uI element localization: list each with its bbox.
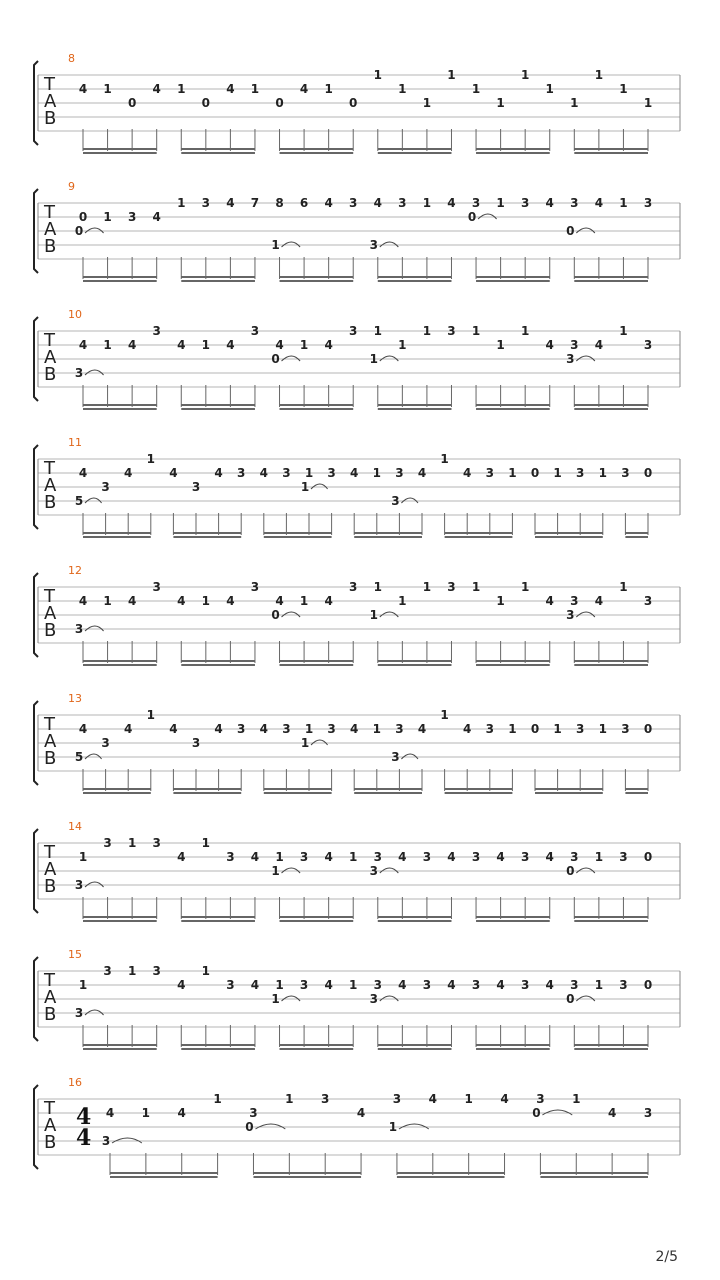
fret-number: 3 (191, 736, 201, 750)
fret-number: 3 (392, 1092, 402, 1106)
fret-number: 3 (536, 1092, 545, 1106)
fret-number: 1 (271, 864, 280, 878)
fret-number: 4 (177, 594, 186, 608)
fret-number: 1 (349, 850, 358, 864)
fret-number: 4 (594, 196, 604, 210)
fret-number: 1 (471, 580, 481, 594)
fret-number: 3 (369, 992, 378, 1006)
measure-number: 12 (68, 564, 82, 577)
fret-number: 1 (304, 466, 314, 480)
fret-number: 3 (103, 836, 112, 850)
fret-number: 4 (545, 978, 554, 992)
fret-number: 4 (447, 850, 456, 864)
tab-clef-letter: A (44, 219, 57, 240)
fret-number: 1 (619, 82, 628, 96)
fret-number: 0 (271, 352, 280, 366)
fret-number: 4 (226, 338, 235, 352)
fret-number: 4 (545, 338, 554, 352)
fret-number: 3 (485, 722, 494, 736)
fret-number: 0 (271, 608, 280, 622)
fret-number: 3 (249, 1106, 258, 1120)
fret-number: 1 (422, 196, 432, 210)
fret-number: 1 (141, 1106, 151, 1120)
fret-number: 4 (177, 1106, 186, 1120)
fret-number: 4 (496, 978, 505, 992)
fret-number: 3 (74, 622, 84, 636)
fret-number: 1 (271, 992, 280, 1006)
fret-number: 4 (250, 978, 260, 992)
fret-number: 4 (350, 466, 359, 480)
fret-number: 1 (398, 594, 407, 608)
fret-number: 3 (327, 722, 336, 736)
fret-number: 4 (152, 210, 161, 224)
fret-number: 4 (607, 1106, 617, 1120)
fret-number: 1 (78, 850, 88, 864)
fret-number: 1 (572, 1092, 581, 1106)
fret-number: 1 (520, 580, 530, 594)
fret-number: 1 (275, 978, 284, 992)
tab-clef-letter: A (44, 347, 57, 368)
fret-number: 4 (78, 594, 88, 608)
fret-number: 4 (169, 466, 178, 480)
fret-number: 1 (496, 96, 505, 110)
tab-clef-letter: T (44, 842, 55, 863)
fret-number: 1 (300, 736, 310, 750)
fret-number: 1 (619, 324, 628, 338)
fret-number: 3 (391, 750, 400, 764)
fret-number: 3 (349, 580, 358, 594)
fret-number: 0 (532, 1106, 541, 1120)
fret-number: 3 (570, 850, 579, 864)
fret-number: 1 (496, 338, 505, 352)
fret-number: 3 (226, 850, 235, 864)
fret-number: 0 (643, 722, 653, 736)
fret-number: 4 (226, 82, 235, 96)
fret-number: 0 (275, 96, 284, 110)
tab-clef-letter: B (44, 1004, 57, 1025)
fret-number: 4 (417, 466, 427, 480)
fret-number: 3 (643, 338, 653, 352)
measure-number: 11 (68, 436, 82, 449)
tab-clef-letter: B (44, 748, 57, 769)
fret-number: 1 (369, 352, 378, 366)
fret-number: 4 (398, 850, 407, 864)
fret-number: 3 (422, 850, 432, 864)
fret-number: 1 (127, 964, 137, 978)
fret-number: 4 (324, 196, 333, 210)
fret-number: 0 (643, 978, 653, 992)
fret-number: 0 (74, 224, 84, 238)
fret-number: 4 (428, 1092, 437, 1106)
fret-number: 1 (213, 1092, 222, 1106)
fret-number: 4 (78, 82, 88, 96)
fret-number: 1 (471, 324, 481, 338)
fret-number: 3 (282, 722, 291, 736)
measure-number: 16 (68, 1076, 82, 1089)
fret-number: 4 (350, 722, 359, 736)
fret-number: 3 (471, 850, 481, 864)
fret-number: 4 (226, 196, 235, 210)
fret-number: 4 (275, 594, 284, 608)
system-bracket (34, 1085, 38, 1169)
fret-number: 4 (594, 338, 604, 352)
fret-number: 0 (78, 210, 88, 224)
system-bracket (34, 61, 38, 145)
measure-number: 14 (68, 820, 82, 833)
page-number: 2/5 (655, 1249, 678, 1265)
fret-number: 1 (372, 722, 381, 736)
fret-number: 4 (259, 722, 268, 736)
fret-number: 1 (372, 466, 381, 480)
fret-number: 4 (373, 196, 382, 210)
fret-number: 1 (324, 82, 333, 96)
fret-number: 3 (520, 978, 530, 992)
fret-number: 3 (398, 196, 407, 210)
tab-clef-letter: A (44, 603, 57, 624)
fret-number: 1 (520, 324, 530, 338)
fret-number: 4 (124, 466, 133, 480)
fret-number: 1 (508, 722, 517, 736)
fret-number: 3 (643, 1106, 653, 1120)
fret-number: 1 (103, 594, 112, 608)
system-bracket (34, 445, 38, 529)
fret-number: 0 (467, 210, 477, 224)
fret-number: 3 (369, 864, 378, 878)
fret-number: 1 (496, 594, 505, 608)
fret-number: 3 (643, 594, 653, 608)
fret-number: 0 (245, 1120, 254, 1134)
fret-number: 1 (146, 452, 155, 466)
fret-number: 1 (146, 708, 155, 722)
fret-number: 4 (127, 338, 137, 352)
fret-number: 5 (74, 494, 84, 508)
fret-number: 3 (299, 978, 309, 992)
fret-number: 3 (447, 324, 456, 338)
fret-number: 3 (576, 466, 585, 480)
fret-number: 4 (169, 722, 178, 736)
fret-number: 0 (127, 96, 137, 110)
fret-number: 3 (74, 366, 84, 380)
fret-number: 4 (177, 850, 186, 864)
fret-number: 1 (373, 580, 382, 594)
fret-number: 3 (349, 324, 358, 338)
fret-number: 4 (594, 594, 604, 608)
measure-number: 10 (68, 308, 82, 321)
fret-number: 3 (391, 494, 400, 508)
tab-clef-letter: B (44, 108, 57, 129)
fret-number: 3 (237, 722, 246, 736)
fret-number: 1 (304, 722, 314, 736)
fret-number: 1 (275, 850, 284, 864)
fret-number: 4 (124, 722, 133, 736)
fret-number: 1 (545, 82, 554, 96)
system-bracket (34, 189, 38, 273)
tab-clef-letter: B (44, 236, 57, 257)
system-bracket (34, 573, 38, 657)
fret-number: 6 (299, 196, 309, 210)
tab-clef-letter: A (44, 475, 57, 496)
fret-number: 1 (594, 978, 604, 992)
fret-number: 3 (152, 324, 161, 338)
fret-number: 4 (463, 466, 472, 480)
fret-number: 3 (74, 1006, 84, 1020)
tab-clef-letter: T (44, 202, 55, 223)
fret-number: 1 (447, 68, 456, 82)
fret-number: 1 (177, 196, 186, 210)
fret-number: 1 (598, 466, 607, 480)
fret-number: 3 (152, 836, 161, 850)
fret-number: 1 (619, 580, 628, 594)
fret-number: 4 (275, 338, 284, 352)
fret-number: 3 (299, 850, 309, 864)
fret-number: 1 (598, 722, 607, 736)
fret-number: 1 (271, 238, 280, 252)
fret-number: 3 (101, 480, 110, 494)
fret-number: 3 (74, 878, 84, 892)
fret-number: 1 (643, 96, 653, 110)
fret-number: 4 (299, 82, 309, 96)
fret-number: 3 (373, 978, 382, 992)
fret-number: 5 (74, 750, 84, 764)
fret-number: 4 (324, 338, 333, 352)
fret-number: 4 (259, 466, 268, 480)
fret-number: 4 (324, 978, 333, 992)
tab-clef-letter: T (44, 586, 55, 607)
fret-number: 4 (105, 1106, 115, 1120)
fret-number: 1 (285, 1092, 294, 1106)
system-bracket (34, 829, 38, 913)
fret-number: 4 (447, 978, 456, 992)
fret-number: 1 (520, 68, 530, 82)
fret-number: 3 (566, 352, 575, 366)
measure-number: 9 (68, 180, 75, 193)
fret-number: 1 (299, 338, 309, 352)
fret-number: 1 (422, 580, 432, 594)
fret-number: 3 (191, 480, 201, 494)
fret-number: 4 (78, 338, 88, 352)
fret-number: 3 (226, 978, 235, 992)
tab-clef-letter: T (44, 458, 55, 479)
fret-number: 3 (127, 210, 137, 224)
system-bracket (34, 957, 38, 1041)
fret-number: 3 (619, 978, 628, 992)
fret-number: 1 (299, 594, 309, 608)
fret-number: 3 (103, 964, 112, 978)
fret-number: 4 (463, 722, 472, 736)
tab-clef-letter: T (44, 1098, 55, 1119)
fret-number: 3 (570, 978, 579, 992)
tab-clef-letter: A (44, 731, 57, 752)
fret-number: 3 (152, 580, 161, 594)
fret-number: 4 (177, 338, 186, 352)
fret-number: 0 (530, 722, 540, 736)
fret-number: 3 (485, 466, 494, 480)
fret-number: 4 (177, 978, 186, 992)
fret-number: 1 (471, 82, 481, 96)
fret-number: 4 (78, 466, 88, 480)
fret-number: 0 (566, 864, 575, 878)
tab-clef-letter: B (44, 492, 57, 513)
fret-number: 4 (500, 1092, 509, 1106)
fret-number: 1 (201, 338, 211, 352)
fret-number: 1 (619, 196, 628, 210)
fret-number: 1 (398, 82, 407, 96)
fret-number: 3 (570, 196, 579, 210)
fret-number: 4 (78, 722, 88, 736)
fret-number: 3 (237, 466, 246, 480)
tab-clef-letter: T (44, 74, 55, 95)
fret-number: 4 (324, 594, 333, 608)
fret-number: 0 (530, 466, 540, 480)
fret-number: 1 (440, 708, 449, 722)
fret-number: 3 (422, 978, 432, 992)
fret-number: 1 (440, 452, 449, 466)
fret-number: 1 (78, 978, 88, 992)
tab-clef-letter: B (44, 876, 57, 897)
fret-number: 3 (250, 580, 260, 594)
fret-number: 1 (177, 82, 186, 96)
fret-number: 1 (422, 324, 432, 338)
fret-number: 1 (388, 1120, 398, 1134)
tab-clef-letter: T (44, 970, 55, 991)
fret-number: 1 (553, 722, 562, 736)
measure-number: 8 (68, 52, 75, 65)
fret-number: 4 (226, 594, 235, 608)
fret-number: 4 (545, 594, 554, 608)
fret-number: 7 (250, 196, 260, 210)
fret-number: 1 (464, 1092, 473, 1106)
fret-number: 1 (300, 480, 310, 494)
fret-number: 4 (356, 1106, 366, 1120)
fret-number: 4 (214, 722, 223, 736)
fret-number: 3 (520, 850, 530, 864)
tab-clef-letter: A (44, 1115, 57, 1136)
fret-number: 4 (545, 850, 554, 864)
fret-number: 3 (250, 324, 260, 338)
fret-number: 3 (101, 736, 110, 750)
fret-number: 3 (570, 594, 579, 608)
fret-number: 1 (422, 96, 432, 110)
fret-number: 1 (250, 82, 260, 96)
fret-number: 1 (369, 608, 378, 622)
fret-number: 3 (373, 850, 382, 864)
time-signature-top: 4 (76, 1104, 92, 1130)
fret-number: 3 (471, 196, 481, 210)
fret-number: 3 (643, 196, 653, 210)
fret-number: 4 (496, 850, 505, 864)
fret-number: 1 (594, 68, 604, 82)
tab-clef-letter: A (44, 859, 57, 880)
fret-number: 3 (395, 466, 404, 480)
fret-number: 3 (327, 466, 336, 480)
fret-number: 3 (101, 1134, 111, 1148)
fret-number: 3 (282, 466, 291, 480)
fret-number: 4 (250, 850, 260, 864)
fret-number: 1 (553, 466, 562, 480)
tab-clef-letter: T (44, 330, 55, 351)
fret-number: 1 (201, 836, 211, 850)
tab-clef-letter: B (44, 620, 57, 641)
tab-clef-letter: A (44, 91, 57, 112)
fret-number: 1 (496, 196, 505, 210)
measure-number: 13 (68, 692, 82, 705)
tab-clef-letter: T (44, 714, 55, 735)
fret-number: 1 (594, 850, 604, 864)
fret-number: 3 (619, 850, 628, 864)
fret-number: 8 (275, 196, 284, 210)
time-signature-bottom: 4 (76, 1125, 92, 1151)
fret-number: 3 (576, 722, 585, 736)
fret-number: 3 (621, 466, 630, 480)
fret-number: 3 (395, 722, 404, 736)
fret-number: 1 (570, 96, 579, 110)
fret-number: 1 (398, 338, 407, 352)
fret-number: 1 (508, 466, 517, 480)
system-bracket (34, 317, 38, 401)
measure-number: 15 (68, 948, 82, 961)
fret-number: 0 (201, 96, 211, 110)
fret-number: 1 (201, 594, 211, 608)
fret-number: 1 (201, 964, 211, 978)
fret-number: 4 (417, 722, 427, 736)
fret-number: 4 (214, 466, 223, 480)
fret-number: 3 (621, 722, 630, 736)
system-bracket (34, 701, 38, 785)
fret-number: 3 (201, 196, 211, 210)
fret-number: 3 (447, 580, 456, 594)
fret-number: 1 (373, 68, 382, 82)
fret-number: 3 (152, 964, 161, 978)
fret-number: 0 (566, 992, 575, 1006)
tab-clef-letter: B (44, 364, 57, 385)
fret-number: 0 (349, 96, 358, 110)
fret-number: 1 (103, 82, 112, 96)
fret-number: 4 (324, 850, 333, 864)
fret-number: 4 (127, 594, 137, 608)
fret-number: 0 (643, 850, 653, 864)
fret-number: 3 (570, 338, 579, 352)
fret-number: 4 (398, 978, 407, 992)
fret-number: 1 (373, 324, 382, 338)
fret-number: 1 (349, 978, 358, 992)
fret-number: 1 (103, 338, 112, 352)
fret-number: 3 (369, 238, 378, 252)
fret-number: 3 (520, 196, 530, 210)
fret-number: 0 (566, 224, 575, 238)
fret-number: 1 (103, 210, 112, 224)
fret-number: 3 (471, 978, 481, 992)
fret-number: 0 (643, 466, 653, 480)
fret-number: 4 (447, 196, 456, 210)
fret-number: 3 (349, 196, 358, 210)
fret-number: 3 (321, 1092, 330, 1106)
tab-clef-letter: A (44, 987, 57, 1008)
fret-number: 3 (566, 608, 575, 622)
tab-clef-letter: B (44, 1132, 57, 1153)
fret-number: 1 (127, 836, 137, 850)
fret-number: 4 (152, 82, 161, 96)
fret-number: 4 (545, 196, 554, 210)
